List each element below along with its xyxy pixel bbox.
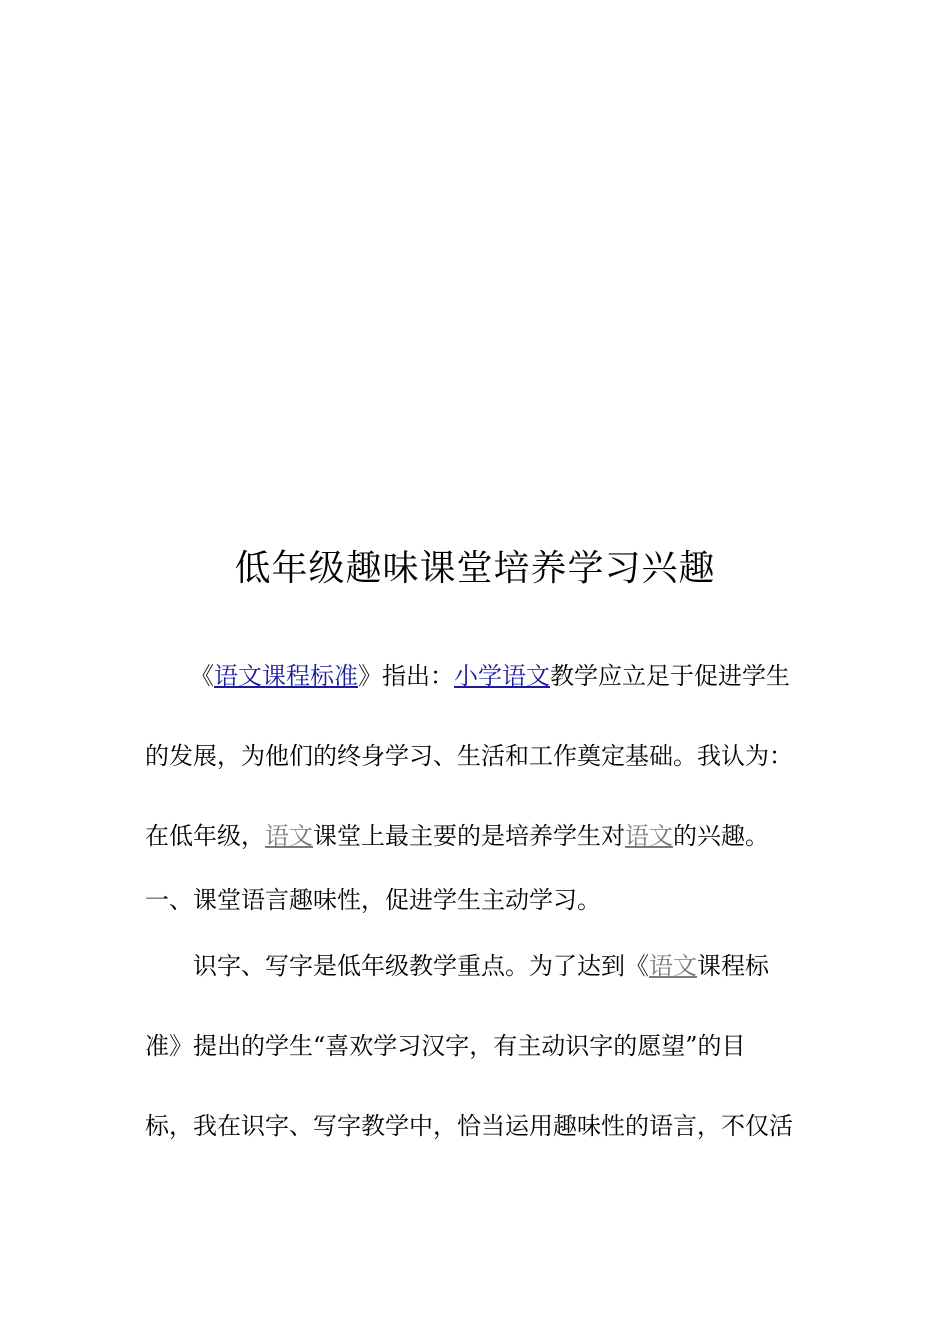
paragraph-2-line-2: 准》提出的学生“喜欢学习汉字，有主动识字的愿望”的目 xyxy=(145,1032,746,1060)
text-run: 识字、写字是低年级教学重点。为了达到《 xyxy=(193,952,649,980)
text-run: 在低年级， xyxy=(145,822,265,850)
text-run: 课堂上最主要的是培养学生对 xyxy=(313,822,625,850)
paragraph-2-line-1 xyxy=(145,946,810,986)
paragraph-2-line-3: 标，我在识字、写字教学中，恰当运用趣味性的语言，不仅活 xyxy=(145,1112,793,1140)
paragraph-1-line-1 xyxy=(145,656,810,696)
document-title: 低年级趣味课堂培养学习兴趣 xyxy=(234,548,716,589)
link-yuwen[interactable]: 语文 xyxy=(625,822,673,850)
section-heading-1: 一、课堂语言趣味性，促进学生主动学习。 xyxy=(145,886,601,914)
link-yuwen-kecheng-biaozhun[interactable]: 语文课程标准 xyxy=(214,662,358,690)
link-yuwen[interactable]: 语文 xyxy=(265,822,313,850)
text-run: 教学应立足于促进学生 xyxy=(550,662,790,690)
paragraph-1-line-2: 的发展，为他们的终身学习、生活和工作奠定基础。我认为： xyxy=(145,742,793,770)
link-xiaoxue-yuwen[interactable]: 小学语文 xyxy=(454,662,550,690)
text-run: 课程标 xyxy=(697,952,769,980)
text-run: 的兴趣。 xyxy=(673,822,769,850)
link-yuwen[interactable]: 语文 xyxy=(649,952,697,980)
paragraph-1-line-3 xyxy=(145,816,810,856)
text-run: 《 xyxy=(190,662,214,690)
text-run: 》指出： xyxy=(358,662,454,690)
